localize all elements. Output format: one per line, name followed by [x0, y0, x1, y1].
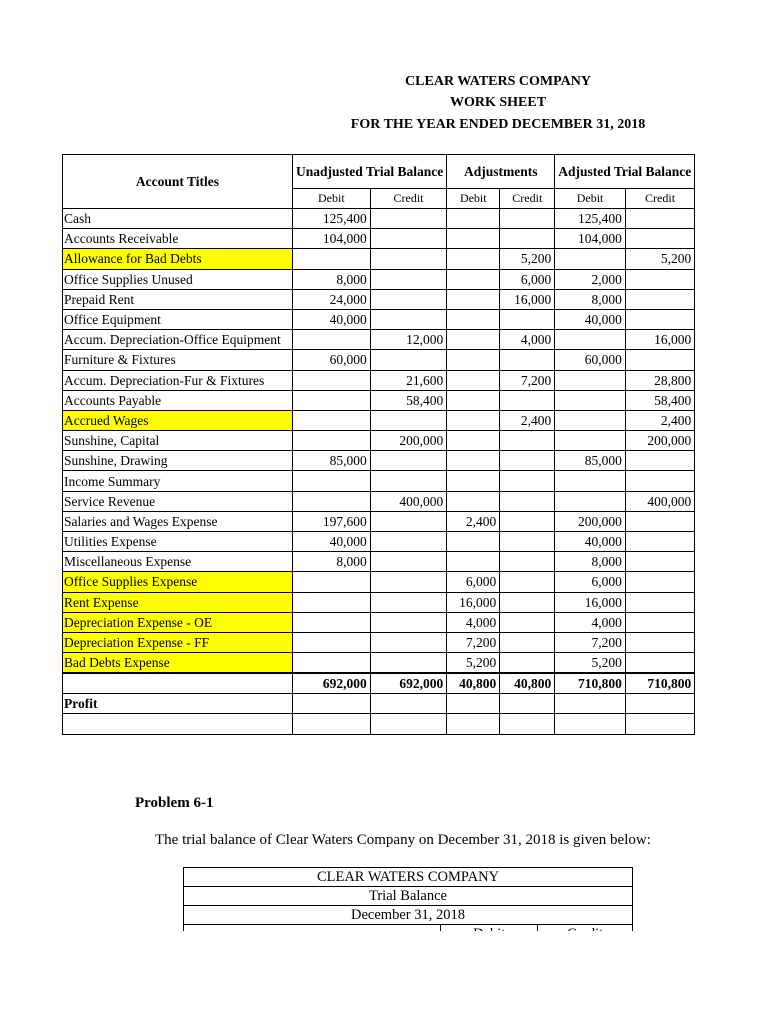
page-cutoff	[0, 931, 768, 1024]
amount-cell-ud	[293, 431, 371, 451]
amount-cell-atd	[555, 390, 626, 410]
amount-cell-ud	[293, 249, 371, 269]
amount-cell-ud	[293, 370, 371, 390]
amount-cell-ud	[293, 410, 371, 430]
sheet-title: WORK SHEET	[449, 95, 547, 110]
amount-cell-uc	[370, 350, 447, 370]
account-name: Furniture & Fixtures	[63, 350, 293, 370]
worksheet-table	[62, 154, 695, 735]
amount-cell-ac: 6,000	[500, 269, 555, 289]
amount-cell-atc	[625, 592, 694, 612]
amount-cell-atd: 125,400	[555, 209, 626, 229]
total-atd: 710,800	[555, 673, 626, 694]
amount-cell-ad	[447, 209, 500, 229]
amount-cell-atc	[625, 552, 694, 572]
amount-cell-ad: 16,000	[447, 592, 500, 612]
amount-cell-ac	[500, 390, 555, 410]
amount-cell-ac	[500, 309, 555, 329]
account-name: Accum. Depreciation-Fur & Fixtures	[63, 370, 293, 390]
profit-row	[63, 694, 695, 714]
amount-cell-uc	[370, 289, 447, 309]
tb-title: Trial Balance	[184, 887, 633, 906]
amount-cell-atc	[625, 653, 694, 674]
amount-cell-uc	[370, 451, 447, 471]
amount-cell-ud: 8,000	[293, 269, 371, 289]
amount-cell-atc: 16,000	[625, 330, 694, 350]
amount-cell-ad	[447, 350, 500, 370]
amount-cell-ad	[447, 269, 500, 289]
amount-cell-ac	[500, 229, 555, 249]
account-name: Service Revenue	[63, 491, 293, 511]
amount-cell-ac	[500, 451, 555, 471]
period-title: FOR THE YEAR ENDED DECEMBER 31, 2018	[350, 117, 646, 132]
amount-cell-ud	[293, 653, 371, 674]
amount-cell-atd	[555, 370, 626, 390]
amount-cell-uc	[370, 612, 447, 632]
account-name: Prepaid Rent	[63, 289, 293, 309]
amount-cell-uc: 200,000	[370, 431, 447, 451]
amount-cell-ud: 125,400	[293, 209, 371, 229]
amount-cell-uc: 58,400	[370, 390, 447, 410]
amount-cell-uc	[370, 229, 447, 249]
amount-cell-ac	[500, 532, 555, 552]
account-titles-header: Account Titles	[63, 155, 293, 209]
amount-cell-atc: 200,000	[625, 431, 694, 451]
amount-cell-atc	[625, 309, 694, 329]
table-row	[63, 491, 695, 511]
empty-cell	[625, 714, 694, 734]
table-row	[63, 592, 695, 612]
amount-cell-uc	[370, 632, 447, 652]
amount-cell-ac	[500, 592, 555, 612]
table-row	[63, 511, 695, 531]
amount-cell-ad	[447, 552, 500, 572]
amount-cell-uc	[370, 653, 447, 674]
amount-cell-ad	[447, 431, 500, 451]
table-row	[63, 330, 695, 350]
account-name: Office Supplies Unused	[63, 269, 293, 289]
amount-cell-ad	[447, 370, 500, 390]
empty-cell	[447, 714, 500, 734]
amount-cell-ud: 8,000	[293, 552, 371, 572]
account-name: Bad Debts Expense	[63, 653, 293, 674]
amount-cell-ac	[500, 612, 555, 632]
empty-cell	[293, 714, 371, 734]
amount-cell-ac: 5,200	[500, 249, 555, 269]
amount-cell-atd: 2,000	[555, 269, 626, 289]
amount-cell-ud: 40,000	[293, 532, 371, 552]
amount-cell-atd: 8,000	[555, 552, 626, 572]
amount-cell-atc	[625, 350, 694, 370]
profit-cell	[500, 694, 555, 714]
amount-cell-ad	[447, 471, 500, 491]
account-name: Salaries and Wages Expense	[63, 511, 293, 531]
amount-cell-atd: 5,200	[555, 653, 626, 674]
account-name: Accum. Depreciation-Office Equipment	[63, 330, 293, 350]
amount-cell-ud: 85,000	[293, 451, 371, 471]
adjustments-credit-header: Credit	[500, 189, 555, 209]
table-row	[63, 390, 695, 410]
amount-cell-atc	[625, 229, 694, 249]
amount-cell-atd: 85,000	[555, 451, 626, 471]
amount-cell-ac	[500, 350, 555, 370]
adjusted-header: Adjusted Trial Balance	[555, 155, 695, 189]
account-name: Office Supplies Expense	[63, 572, 293, 592]
amount-cell-atc	[625, 532, 694, 552]
amount-cell-ac	[500, 572, 555, 592]
account-name: Sunshine, Capital	[63, 431, 293, 451]
profit-cell	[625, 694, 694, 714]
amount-cell-ac	[500, 552, 555, 572]
amount-cell-atd: 16,000	[555, 592, 626, 612]
table-row	[63, 289, 695, 309]
account-name: Sunshine, Drawing	[63, 451, 293, 471]
problem-description: The trial balance of Clear Waters Company on December 31, 2018 is given below:	[155, 832, 651, 848]
account-name: Utilities Expense	[63, 532, 293, 552]
amount-cell-ac: 2,400	[500, 410, 555, 430]
amount-cell-ud: 60,000	[293, 350, 371, 370]
amount-cell-atc	[625, 632, 694, 652]
amount-cell-ud: 197,600	[293, 511, 371, 531]
adjustments-header: Adjustments	[447, 155, 555, 189]
amount-cell-atd	[555, 491, 626, 511]
amount-cell-ad: 2,400	[447, 511, 500, 531]
amount-cell-ud: 40,000	[293, 309, 371, 329]
amount-cell-ac	[500, 471, 555, 491]
unadjusted-credit-header: Credit	[370, 189, 447, 209]
account-name: Rent Expense	[63, 592, 293, 612]
amount-cell-ac	[500, 431, 555, 451]
amount-cell-atc	[625, 511, 694, 531]
amount-cell-uc	[370, 572, 447, 592]
amount-cell-ad	[447, 229, 500, 249]
amount-cell-ud	[293, 491, 371, 511]
amount-cell-ad	[447, 289, 500, 309]
amount-cell-ad: 5,200	[447, 653, 500, 674]
account-name: Income Summary	[63, 471, 293, 491]
amount-cell-ac	[500, 209, 555, 229]
amount-cell-atc	[625, 209, 694, 229]
amount-cell-atd: 7,200	[555, 632, 626, 652]
amount-cell-atc: 28,800	[625, 370, 694, 390]
empty-cell	[63, 714, 293, 734]
table-row	[63, 552, 695, 572]
empty-cell	[555, 714, 626, 734]
amount-cell-atd	[555, 431, 626, 451]
amount-cell-atc: 5,200	[625, 249, 694, 269]
amount-cell-ad: 7,200	[447, 632, 500, 652]
amount-cell-atd: 60,000	[555, 350, 626, 370]
empty-row	[63, 714, 695, 734]
table-row	[63, 632, 695, 652]
amount-cell-ad	[447, 532, 500, 552]
amount-cell-ac: 16,000	[500, 289, 555, 309]
table-row	[63, 350, 695, 370]
profit-cell	[447, 694, 500, 714]
amount-cell-ad	[447, 410, 500, 430]
account-name: Depreciation Expense - OE	[63, 612, 293, 632]
tb-company: CLEAR WATERS COMPANY	[184, 868, 633, 887]
profit-label: Profit	[63, 694, 293, 714]
amount-cell-atd: 200,000	[555, 511, 626, 531]
amount-cell-ad	[447, 249, 500, 269]
amount-cell-uc	[370, 269, 447, 289]
profit-cell	[293, 694, 371, 714]
amount-cell-atd	[555, 471, 626, 491]
account-name: Accounts Receivable	[63, 229, 293, 249]
table-row	[63, 309, 695, 329]
amount-cell-ud	[293, 632, 371, 652]
amount-cell-uc	[370, 532, 447, 552]
empty-cell	[500, 714, 555, 734]
amount-cell-ac	[500, 653, 555, 674]
amount-cell-ac	[500, 632, 555, 652]
amount-cell-ud: 24,000	[293, 289, 371, 309]
amount-cell-ud	[293, 612, 371, 632]
account-name: Depreciation Expense - FF	[63, 632, 293, 652]
company-title: CLEAR WATERS COMPANY	[405, 74, 591, 89]
amount-cell-uc	[370, 209, 447, 229]
amount-cell-uc	[370, 249, 447, 269]
amount-cell-atc	[625, 471, 694, 491]
table-row	[63, 269, 695, 289]
adjustments-debit-header: Debit	[447, 189, 500, 209]
amount-cell-atd: 40,000	[555, 532, 626, 552]
amount-cell-ad: 4,000	[447, 612, 500, 632]
amount-cell-atc	[625, 451, 694, 471]
amount-cell-uc: 400,000	[370, 491, 447, 511]
amount-cell-uc	[370, 511, 447, 531]
amount-cell-atc: 58,400	[625, 390, 694, 410]
profit-cell	[555, 694, 626, 714]
table-row	[63, 229, 695, 249]
unadjusted-header: Unadjusted Trial Balance	[293, 155, 447, 189]
account-name: Accrued Wages	[63, 410, 293, 430]
table-row	[63, 431, 695, 451]
amount-cell-ad	[447, 451, 500, 471]
amount-cell-atc	[625, 289, 694, 309]
amount-cell-ad	[447, 390, 500, 410]
table-row	[63, 471, 695, 491]
amount-cell-atc	[625, 612, 694, 632]
amount-cell-ud	[293, 572, 371, 592]
adjusted-credit-header: Credit	[625, 189, 694, 209]
account-name: Allowance for Bad Debts	[63, 249, 293, 269]
account-name: Cash	[63, 209, 293, 229]
table-row	[63, 370, 695, 390]
amount-cell-atd: 104,000	[555, 229, 626, 249]
amount-cell-atc	[625, 572, 694, 592]
table-row	[63, 653, 695, 674]
amount-cell-ud	[293, 390, 371, 410]
total-ac: 40,800	[500, 673, 555, 694]
amount-cell-ad	[447, 330, 500, 350]
tb-date: December 31, 2018	[184, 906, 633, 925]
empty-cell	[370, 714, 447, 734]
amount-cell-atd	[555, 249, 626, 269]
amount-cell-ac: 4,000	[500, 330, 555, 350]
account-name: Accounts Payable	[63, 390, 293, 410]
problem-title: Problem 6-1	[135, 795, 214, 811]
amount-cell-ac	[500, 511, 555, 531]
total-ud: 692,000	[293, 673, 371, 694]
table-row	[63, 612, 695, 632]
amount-cell-ud	[293, 592, 371, 612]
amount-cell-ad	[447, 491, 500, 511]
amount-cell-uc: 12,000	[370, 330, 447, 350]
amount-cell-ud	[293, 471, 371, 491]
table-row	[63, 209, 695, 229]
amount-cell-atc: 2,400	[625, 410, 694, 430]
totals-label	[63, 673, 293, 694]
account-name: Office Equipment	[63, 309, 293, 329]
total-uc: 692,000	[370, 673, 447, 694]
amount-cell-atd: 8,000	[555, 289, 626, 309]
table-row	[63, 572, 695, 592]
amount-cell-uc	[370, 309, 447, 329]
amount-cell-atd: 40,000	[555, 309, 626, 329]
amount-cell-ac: 7,200	[500, 370, 555, 390]
amount-cell-atd	[555, 410, 626, 430]
amount-cell-uc	[370, 471, 447, 491]
unadjusted-debit-header: Debit	[293, 189, 371, 209]
amount-cell-ad: 6,000	[447, 572, 500, 592]
profit-cell	[370, 694, 447, 714]
amount-cell-uc	[370, 592, 447, 612]
amount-cell-atc	[625, 269, 694, 289]
amount-cell-atd: 6,000	[555, 572, 626, 592]
amount-cell-uc	[370, 552, 447, 572]
table-row	[63, 249, 695, 269]
amount-cell-uc: 21,600	[370, 370, 447, 390]
account-name: Miscellaneous Expense	[63, 552, 293, 572]
amount-cell-uc	[370, 410, 447, 430]
table-row	[63, 451, 695, 471]
amount-cell-atc: 400,000	[625, 491, 694, 511]
amount-cell-atd	[555, 330, 626, 350]
amount-cell-ud	[293, 330, 371, 350]
amount-cell-atd: 4,000	[555, 612, 626, 632]
amount-cell-ud: 104,000	[293, 229, 371, 249]
amount-cell-ad	[447, 309, 500, 329]
totals-row	[63, 673, 695, 694]
adjusted-debit-header: Debit	[555, 189, 626, 209]
total-ad: 40,800	[447, 673, 500, 694]
table-row	[63, 410, 695, 430]
amount-cell-ac	[500, 491, 555, 511]
total-atc: 710,800	[625, 673, 694, 694]
table-row	[63, 532, 695, 552]
